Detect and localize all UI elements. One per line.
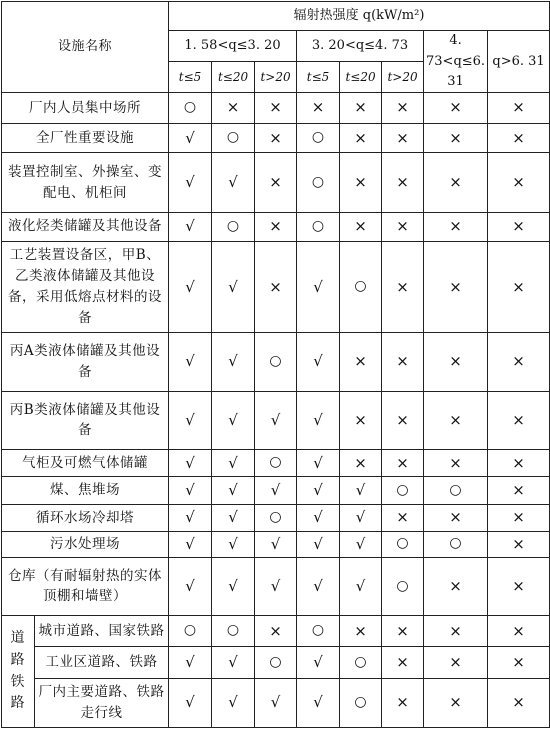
status-cell: √ (297, 647, 340, 678)
status-cell: × (212, 92, 255, 123)
status-cell: × (424, 678, 488, 727)
status-cell: × (424, 450, 488, 477)
status-cell: ○ (212, 124, 255, 153)
table-row (2, 647, 550, 678)
status-cell: × (488, 333, 550, 391)
status-cell: × (340, 212, 382, 241)
status-cell: × (340, 124, 382, 153)
status-cell: √ (169, 153, 212, 212)
status-cell: ○ (255, 647, 297, 678)
facility-name-cell: 丙B类液体储罐及其他设备 (2, 391, 169, 449)
status-cell: ○ (340, 241, 382, 333)
status-cell: √ (297, 450, 340, 477)
status-cell: √ (212, 531, 255, 557)
range-header-4: q>6. 31 (488, 31, 550, 93)
status-cell: × (382, 92, 424, 123)
status-cell: × (488, 450, 550, 477)
status-cell: √ (212, 333, 255, 391)
time-header: t≤5 (169, 62, 212, 93)
status-cell: × (382, 391, 424, 449)
status-cell: × (255, 616, 297, 647)
table-row (2, 450, 550, 477)
status-cell: ○ (169, 92, 212, 123)
status-cell: × (382, 678, 424, 727)
status-cell: × (488, 477, 550, 505)
status-cell: √ (297, 333, 340, 391)
heat-intensity-header: 辐射热强度 q(kW/m²) (169, 2, 550, 31)
status-cell: √ (169, 391, 212, 449)
status-cell: × (382, 241, 424, 333)
facility-name-cell: 厂内人员集中场所 (2, 92, 169, 123)
status-cell: × (488, 153, 550, 212)
facility-name-cell: 液化烃类储罐及其他设备 (2, 212, 169, 241)
status-cell: √ (212, 450, 255, 477)
road-railway-group-label: 道路铁路 (2, 616, 35, 728)
status-cell: ○ (297, 616, 340, 647)
status-cell: √ (340, 557, 382, 615)
status-cell: √ (212, 153, 255, 212)
status-cell: √ (340, 477, 382, 505)
status-cell: × (424, 616, 488, 647)
status-cell: × (340, 616, 382, 647)
facility-name-cell: 污水处理场 (2, 531, 169, 557)
status-cell: ○ (382, 531, 424, 557)
status-cell: √ (297, 241, 340, 333)
status-cell: ○ (340, 678, 382, 727)
status-cell: × (424, 241, 488, 333)
status-cell: × (424, 505, 488, 531)
status-cell: √ (255, 391, 297, 449)
range-header-2: 3. 20<q≤4. 73 (297, 31, 424, 62)
time-header: t≤5 (297, 62, 340, 93)
table-row (2, 391, 550, 449)
status-cell: × (424, 391, 488, 449)
status-cell: × (488, 647, 550, 678)
status-cell: × (488, 241, 550, 333)
status-cell: × (255, 153, 297, 212)
status-cell: √ (169, 450, 212, 477)
status-cell: √ (212, 477, 255, 505)
table-row (2, 531, 550, 557)
facility-name-cell: 工艺装置设备区，甲B、乙类液体储罐及其他设备，采用低熔点材料的设备 (2, 241, 169, 333)
status-cell: √ (255, 531, 297, 557)
table-row (2, 678, 550, 727)
status-cell: √ (169, 333, 212, 391)
table-row (2, 477, 550, 505)
status-cell: × (382, 124, 424, 153)
status-cell: ○ (255, 505, 297, 531)
status-cell: × (255, 92, 297, 123)
status-cell: ○ (297, 212, 340, 241)
status-cell: × (382, 450, 424, 477)
time-header: t≤20 (212, 62, 255, 93)
status-cell: √ (297, 678, 340, 727)
status-cell: ○ (382, 477, 424, 505)
table-body (2, 2, 550, 728)
table-row (2, 92, 550, 123)
status-cell: √ (212, 241, 255, 333)
status-cell: √ (169, 505, 212, 531)
status-cell: ○ (382, 557, 424, 615)
status-cell: × (424, 647, 488, 678)
radiant-heat-table (1, 1, 550, 728)
status-cell: √ (255, 477, 297, 505)
status-cell: × (340, 92, 382, 123)
time-header: t>20 (382, 62, 424, 93)
status-cell: ○ (212, 616, 255, 647)
status-cell: × (340, 391, 382, 449)
time-header: t≤20 (340, 62, 382, 93)
facility-name-header: 设施名称 (2, 2, 169, 93)
facility-name-cell: 厂内主要道路、铁路走行线 (35, 678, 169, 727)
status-cell: √ (212, 505, 255, 531)
facility-name-cell: 全厂性重要设施 (2, 124, 169, 153)
status-cell: × (382, 333, 424, 391)
facility-name-cell: 循环水场冷却塔 (2, 505, 169, 531)
status-cell: ○ (424, 477, 488, 505)
status-cell: × (424, 557, 488, 615)
status-cell: √ (212, 647, 255, 678)
status-cell: √ (297, 391, 340, 449)
header-row-1 (2, 2, 550, 31)
status-cell: √ (212, 678, 255, 727)
range-header-3: 4. 73<q≤6. 31 (424, 31, 488, 93)
status-cell: × (488, 531, 550, 557)
facility-name-cell: 装置控制室、外操室、变配电、机柜间 (2, 153, 169, 212)
status-cell: × (488, 391, 550, 449)
status-cell: ○ (212, 212, 255, 241)
status-cell: × (255, 241, 297, 333)
status-cell: √ (297, 505, 340, 531)
range-header-1: 1. 58<q≤3. 20 (169, 31, 297, 62)
table-row (2, 333, 550, 391)
status-cell: × (488, 212, 550, 241)
status-cell: × (382, 647, 424, 678)
table-row (2, 616, 550, 647)
status-cell: ○ (255, 450, 297, 477)
status-cell: ○ (340, 647, 382, 678)
status-cell: √ (297, 477, 340, 505)
status-cell: × (424, 212, 488, 241)
status-cell: × (340, 333, 382, 391)
status-cell: × (488, 505, 550, 531)
table-row (2, 557, 550, 615)
table-row (2, 241, 550, 333)
status-cell: × (488, 557, 550, 615)
status-cell: √ (169, 557, 212, 615)
status-cell: √ (212, 557, 255, 615)
status-cell: × (340, 153, 382, 212)
status-cell: × (488, 92, 550, 123)
status-cell: √ (340, 531, 382, 557)
status-cell: √ (255, 678, 297, 727)
status-cell: × (297, 92, 340, 123)
status-cell: × (340, 450, 382, 477)
status-cell: × (255, 212, 297, 241)
status-cell: √ (169, 647, 212, 678)
status-cell: ○ (169, 616, 212, 647)
status-cell: × (382, 505, 424, 531)
status-cell: ○ (297, 124, 340, 153)
status-cell: × (424, 333, 488, 391)
status-cell: √ (169, 212, 212, 241)
status-cell: √ (169, 678, 212, 727)
status-cell: √ (169, 241, 212, 333)
facility-name-cell: 煤、焦堆场 (2, 477, 169, 505)
status-cell: × (255, 124, 297, 153)
status-cell: × (488, 124, 550, 153)
status-cell: × (488, 616, 550, 647)
status-cell: × (488, 678, 550, 727)
status-cell: √ (169, 531, 212, 557)
status-cell: √ (297, 531, 340, 557)
status-cell: × (382, 212, 424, 241)
facility-name-cell: 仓库（有耐辐射热的实体顶棚和墙壁） (2, 557, 169, 615)
status-cell: ○ (424, 531, 488, 557)
status-cell: √ (169, 124, 212, 153)
status-cell: √ (169, 477, 212, 505)
status-cell: ○ (297, 153, 340, 212)
status-cell: √ (255, 557, 297, 615)
status-cell: × (382, 153, 424, 212)
table-row (2, 124, 550, 153)
table-row (2, 212, 550, 241)
time-header: t>20 (255, 62, 297, 93)
facility-name-cell: 工业区道路、铁路 (35, 647, 169, 678)
facility-name-cell: 城市道路、国家铁路 (35, 616, 169, 647)
facility-name-cell: 丙A类液体储罐及其他设备 (2, 333, 169, 391)
status-cell: ○ (255, 333, 297, 391)
status-cell: × (424, 153, 488, 212)
status-cell: √ (212, 391, 255, 449)
status-cell: √ (297, 557, 340, 615)
status-cell: × (424, 124, 488, 153)
status-cell: × (424, 92, 488, 123)
facility-name-cell: 气柜及可燃气体储罐 (2, 450, 169, 477)
status-cell: × (382, 616, 424, 647)
table-row (2, 505, 550, 531)
table-row (2, 153, 550, 212)
status-cell: √ (340, 505, 382, 531)
